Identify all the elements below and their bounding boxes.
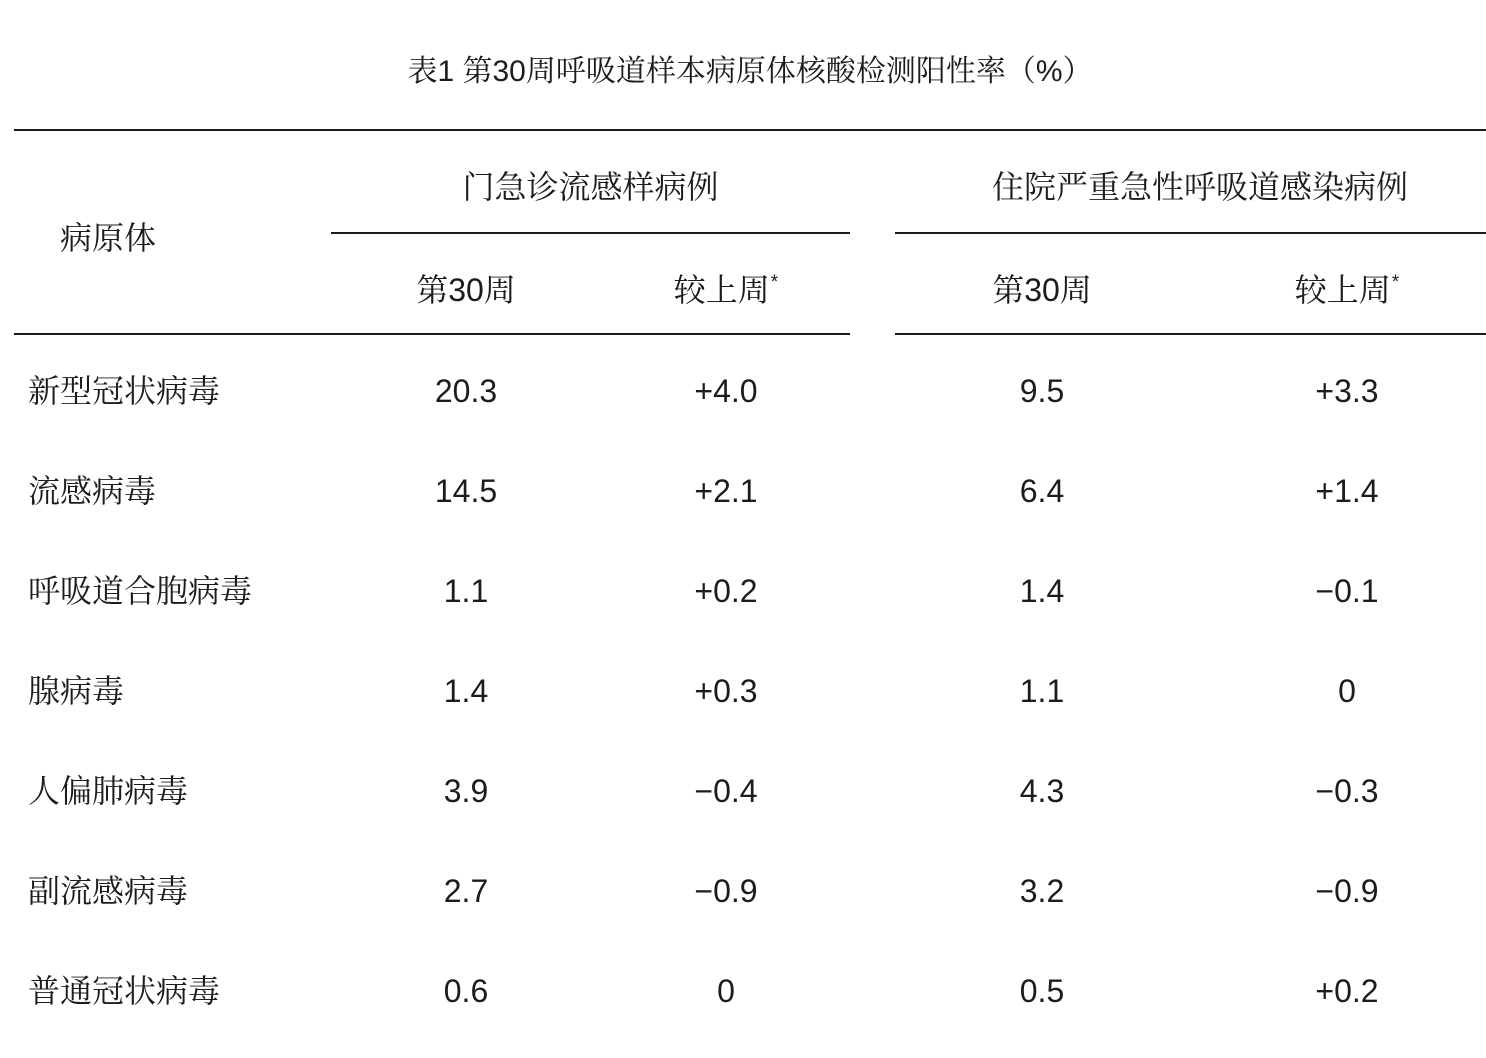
outpatient-week-cell: 1.1 [443, 573, 489, 609]
table-row [0, 841, 1486, 941]
pathogen-cell: 人偏肺病毒 [28, 773, 189, 809]
outpatient-week-cell: 2.7 [443, 873, 489, 909]
inpatient-change-cell: −0.9 [1315, 873, 1379, 909]
pathogen-cell: 流感病毒 [28, 473, 157, 509]
outpatient-week-cell: 0.6 [443, 973, 489, 1009]
subheader-outpatient-change [626, 265, 826, 315]
inpatient-change-cell: −0.3 [1315, 773, 1379, 809]
group-header-inpatient: 住院严重急性呼吸道感染病例 [991, 169, 1408, 205]
outpatient-change-cell: +2.1 [694, 473, 758, 509]
table-row [0, 541, 1486, 641]
table-row [0, 641, 1486, 741]
subheader-inpatient-change [1247, 265, 1447, 315]
subheader-label: 较上周 [1294, 272, 1391, 308]
inpatient-week-cell: 3.2 [1019, 873, 1065, 909]
table-row [0, 741, 1486, 841]
header-bottom-rule-left [14, 333, 850, 335]
pathogen-cell: 新型冠状病毒 [28, 373, 221, 409]
outpatient-change-cell: −0.9 [694, 873, 758, 909]
pathogen-cell: 普通冠状病毒 [28, 973, 221, 1009]
inpatient-week-cell: 4.3 [1019, 773, 1065, 809]
outpatient-week-cell: 20.3 [434, 373, 498, 409]
outpatient-change-cell: +0.2 [694, 573, 758, 609]
subheader-inpatient-week [942, 265, 1142, 315]
outpatient-week-cell: 1.4 [443, 673, 489, 709]
inpatient-week-cell: 6.4 [1019, 473, 1065, 509]
group-rule-inpatient [895, 232, 1486, 234]
outpatient-week-cell: 3.9 [443, 773, 489, 809]
table-top-rule [14, 129, 1486, 131]
pathogen-cell: 呼吸道合胞病毒 [28, 573, 253, 609]
table-row [0, 441, 1486, 541]
table-title: 表1 第30周呼吸道样本病原体核酸检测阳性率（%） [407, 55, 1093, 88]
group-rule-outpatient [331, 232, 850, 234]
outpatient-change-cell: 0 [717, 973, 735, 1009]
footnote-mark: * [770, 272, 779, 293]
header-bottom-rule-right [895, 333, 1486, 335]
table-row [0, 341, 1486, 441]
inpatient-week-cell: 9.5 [1019, 373, 1065, 409]
outpatient-change-cell: −0.4 [694, 773, 758, 809]
inpatient-change-cell: +3.3 [1315, 373, 1379, 409]
inpatient-week-cell: 1.1 [1019, 673, 1065, 709]
subheader-label: 第30周 [416, 272, 516, 308]
inpatient-change-cell: 0 [1338, 673, 1356, 709]
inpatient-change-cell: −0.1 [1315, 573, 1379, 609]
row-header-label: 病原体 [60, 220, 157, 256]
group-header-outpatient: 门急诊流感样病例 [462, 169, 719, 205]
inpatient-change-cell: +0.2 [1315, 973, 1379, 1009]
footnote-mark: * [1391, 272, 1400, 293]
outpatient-change-cell: +4.0 [694, 373, 758, 409]
inpatient-week-cell: 0.5 [1019, 973, 1065, 1009]
outpatient-change-cell: +0.3 [694, 673, 758, 709]
inpatient-week-cell: 1.4 [1019, 573, 1065, 609]
outpatient-week-cell: 14.5 [434, 473, 498, 509]
inpatient-change-cell: +1.4 [1315, 473, 1379, 509]
table-row [0, 941, 1486, 1041]
pathogen-cell: 腺病毒 [28, 673, 125, 709]
subheader-label: 第30周 [992, 272, 1092, 308]
pathogen-cell: 副流感病毒 [28, 873, 189, 909]
subheader-label: 较上周 [673, 272, 770, 308]
subheader-outpatient-week [366, 265, 566, 315]
